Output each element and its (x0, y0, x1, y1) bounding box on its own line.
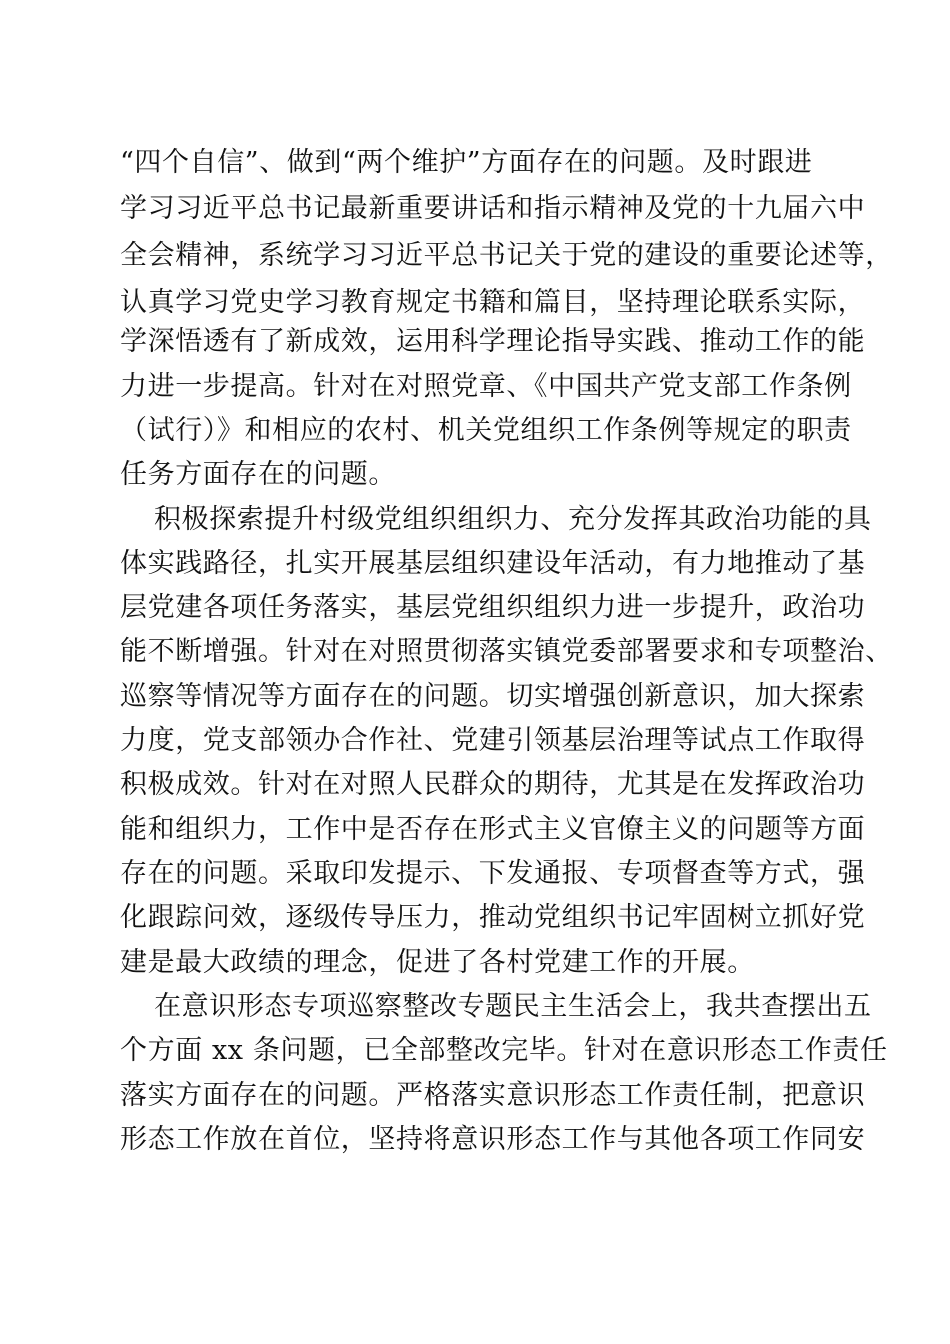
paragraph-1-line-3: 全会精神，系统学习习近平总书记关于党的建设的重要论述等， (120, 240, 893, 271)
paragraph-2-line-9: 存在的问题。采取印发提示、下发通报、专项督查等方式，强 (120, 858, 866, 889)
paragraph-3-line-1: 在意识形态专项巡察整改专题民主生活会上，我共查摆出五 (154, 991, 872, 1022)
paragraph-2-line-5: 巡察等情况等方面存在的问题。切实增强创新意识，加大探索 (120, 681, 866, 712)
paragraph-1-line-8: 任务方面存在的问题。 (120, 459, 396, 490)
paragraph-2-line-1: 积极探索提升村级党组织组织力、充分发挥其政治功能的具 (154, 504, 872, 535)
paragraph-1-line-2: 学习习近平总书记最新重要讲话和指示精神及党的十九届六中 (120, 193, 866, 224)
paragraph-1-line-1: “四个自信”、做到“两个维护”方面存在的问题。及时跟进 (120, 147, 813, 178)
paragraph-2-line-10: 化跟踪问效，逐级传导压力，推动党组织书记牢固树立抓好党 (120, 902, 866, 933)
paragraph-2-line-6: 力度，党支部领办合作社、党建引领基层治理等试点工作取得 (120, 725, 866, 756)
paragraph-2-line-3: 层党建各项任务落实，基层党组织组织力进一步提升，政治功 (120, 592, 866, 623)
paragraph-2-line-7: 积极成效。针对在对照人民群众的期待，尤其是在发挥政治功 (120, 769, 866, 800)
paragraph-3-line-2: 个方面 xx 条问题，已全部整改完毕。针对在意识形态工作责任 (120, 1035, 888, 1066)
paragraph-2-line-11: 建是最大政绩的理念，促进了各村党建工作的开展。 (120, 947, 755, 978)
paragraph-2-line-2: 体实践路径，扎实开展基层组织建设年活动，有力地推动了基 (120, 548, 866, 579)
paragraph-2-line-4: 能不断增强。针对在对照贯彻落实镇党委部署要求和专项整治、 (120, 636, 893, 667)
paragraph-1-line-6: 力进一步提高。针对在对照党章、《中国共产党支部工作条例 (120, 371, 852, 402)
paragraph-3-line-3: 落实方面存在的问题。严格落实意识形态工作责任制，把意识 (120, 1080, 866, 1111)
paragraph-1-line-4: 认真学习党史学习教育规定书籍和篇目，坚持理论联系实际， (120, 287, 866, 318)
paragraph-1-line-5: 学深悟透有了新成效，运用科学理论指导实践、推动工作的能 (120, 326, 866, 357)
paragraph-1-line-7: （试行）》和相应的农村、机关党组织工作条例等规定的职责 (120, 415, 852, 446)
paragraph-2-line-8: 能和组织力，工作中是否存在形式主义官僚主义的问题等方面 (120, 814, 866, 845)
paragraph-3-line-4: 形态工作放在首位，坚持将意识形态工作与其他各项工作同安 (120, 1124, 866, 1155)
